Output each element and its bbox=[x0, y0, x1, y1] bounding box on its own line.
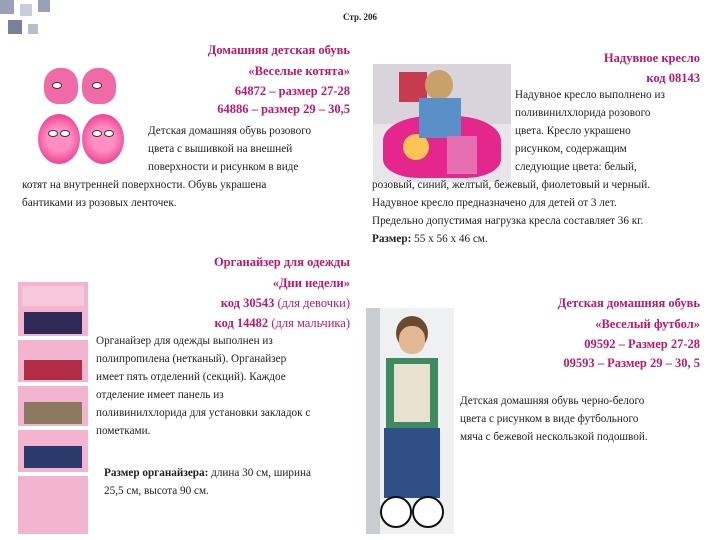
football-slippers-code-2: 09593 – Размер 29 – 30, 5 bbox=[563, 356, 700, 370]
organizer-desc-5: поливинилхлорида для установки закладок с bbox=[96, 407, 311, 419]
chair-size bbox=[372, 230, 488, 248]
chair-desc-3: цвета. Кресло украшено bbox=[515, 125, 631, 137]
organizer-code-girl bbox=[140, 293, 350, 313]
chair-desc-1: Надувное кресло выполнено из bbox=[515, 89, 665, 101]
kitten-slippers-name: «Веселые котята» bbox=[248, 64, 350, 78]
organizer-code-boy bbox=[140, 313, 350, 333]
football-slippers-desc-3: мяча с бежевой нескользкой подошвой. bbox=[460, 431, 648, 443]
organizer-code-girl-value: код 30543 bbox=[220, 296, 275, 310]
kitten-slippers-photo bbox=[30, 60, 130, 170]
football-slippers-photo bbox=[366, 308, 454, 534]
organizer-size-line-2: 25,5 см, высота 90 см. bbox=[104, 485, 209, 497]
chair-desc-7: Надувное кресло предназначено для детей от 3 лет. bbox=[372, 197, 617, 209]
football-slippers-title: Детская домашняя обувь bbox=[557, 296, 700, 310]
football-slippers-code-1: 09592 – Размер 27-28 bbox=[584, 337, 700, 351]
page-number: Стр. 206 bbox=[343, 12, 377, 22]
organizer-code-boy-value: код 14482 bbox=[214, 316, 269, 330]
organizer-desc-1: Органайзер для одежды выполнен из bbox=[96, 335, 273, 347]
football-slippers-desc-1: Детская домашняя обувь черно-белого bbox=[460, 395, 645, 407]
chair-desc-4: рисунком, содержащим bbox=[515, 143, 627, 155]
chair-title: Надувное кресло bbox=[603, 51, 700, 65]
chair-desc-2: поливинилхлорида розового bbox=[515, 107, 651, 119]
kitten-slippers-title: Домашняя детская обувь bbox=[207, 43, 350, 57]
kitten-slippers-desc-4: котят на внутренней поверхности. Обувь украшена bbox=[22, 179, 267, 191]
organizer-code-girl-note: (для девочки) bbox=[274, 296, 350, 310]
chair-size-value: 55 х 56 х 46 см. bbox=[411, 233, 488, 245]
organizer-desc-3: имеет пять отделений (секций). Каждое bbox=[96, 371, 286, 383]
organizer-title: Органайзер для одежды bbox=[213, 255, 350, 269]
kitten-slippers-code-1: 64872 – размер 27-28 bbox=[234, 84, 350, 98]
organizer-size-label: Размер органайзера: bbox=[104, 467, 209, 479]
logo-squares bbox=[0, 0, 56, 44]
organizer-size-value-1: длина 30 см, ширина bbox=[208, 467, 311, 479]
inflatable-chair-photo bbox=[373, 64, 511, 182]
kitten-slippers-desc-2: цвета с вышивкой на внешней bbox=[148, 143, 293, 155]
organizer-code-boy-note: (для мальчика) bbox=[268, 316, 350, 330]
organizer-name: «Дни недели» bbox=[272, 276, 350, 290]
organizer-desc-2: полипропилена (нетканый). Органайзер bbox=[96, 353, 287, 365]
organizer-desc-4: отделение имеет панель из bbox=[96, 389, 224, 401]
chair-code: код 08143 bbox=[646, 71, 700, 85]
football-slippers-desc-2: цвета с рисунком в виде футбольного bbox=[460, 413, 639, 425]
kitten-slippers-desc-1: Детская домашняя обувь розового bbox=[148, 125, 312, 137]
football-slippers-name: «Веселый футбол» bbox=[595, 317, 700, 331]
organizer-size-line-1 bbox=[104, 464, 311, 482]
organizer-desc-6: пометками. bbox=[96, 425, 151, 437]
organizer-photo bbox=[18, 282, 88, 534]
kitten-slippers-code-2: 64886 – размер 29 – 30,5 bbox=[217, 102, 350, 116]
kitten-slippers-desc-3: поверхности и рисунком в виде bbox=[148, 161, 299, 173]
chair-desc-5: следующие цвета: белый, bbox=[515, 161, 637, 173]
chair-desc-6: розовый, синий, желтый, бежевый, фиолетовый и черный. bbox=[372, 179, 650, 191]
chair-size-label: Размер: bbox=[372, 233, 412, 245]
chair-desc-8: Предельно допустимая нагрузка кресла составляет 36 кг. bbox=[372, 215, 644, 227]
kitten-slippers-desc-5: бантиками из розовых ленточек. bbox=[22, 197, 177, 209]
